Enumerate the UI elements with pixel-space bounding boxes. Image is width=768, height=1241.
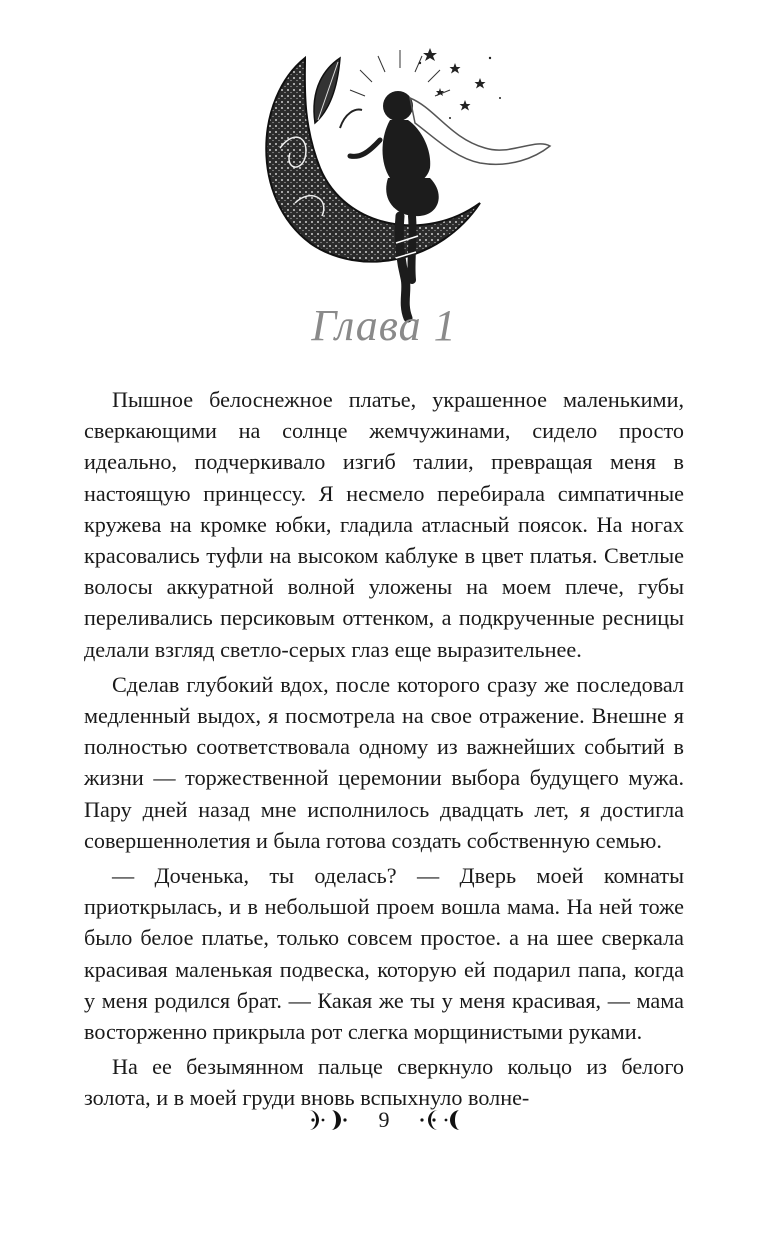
paragraph: Сделав глубокий вдох, после которого сразу же последовал медленный выдох, я посмотрела на свое отражение. Внешне я полностью соответствовала одному из важнейших событий в жизни — торжественной церемонии выбора будущего мужа. Пару дней назад мне исполнилось двадцать лет, я достигла совершеннолетия и была готова создать собственную семью.	[84, 671, 684, 853]
chapter-title: Глава 1	[311, 301, 457, 350]
paragraph: Пышное белоснежное платье, украшенное маленькими, сверкающими на солнце жемчужинами, сидело просто идеально, подчеркивало изгиб талии, превращая меня в настоящую принцессу. Я несмело перебирала симпатичные кружева на кромке юбки, гладила атласный поясок. На ногах красовались туфли на высоком каблуке в цвет платья. Светлые волосы аккуратной волной уложены на моем плече, губы переливались персиковым оттенком, а подкрученные ресницы делали взгляд светло-серых глаз еще выразительнее.	[84, 387, 684, 662]
chapter-body	[84, 384, 684, 1118]
page-footer	[0, 1106, 768, 1134]
page-number: 9	[378, 1107, 390, 1132]
crescent-moon-shape	[266, 58, 480, 262]
crescent-moon-girl-illustration	[250, 28, 560, 328]
moon-phases-right-icon	[416, 1106, 468, 1134]
paragraph: — Доченька, ты оделась? — Дверь моей комнаты приоткрылась, и в небольшой проем вошла мама. На ней тоже было белое платье, только совсем простое. а на шее сверкала красивая маленькая подвеска, которую ей подарил папа, когда у меня родился брат. — Какая же ты у меня красивая, — мама восторженно прикрыла рот слегка морщинистыми руками.	[84, 863, 684, 1045]
moon-phases-left-icon	[301, 1106, 353, 1134]
paragraph: На ее безымянном пальце сверкнуло кольцо из белого золота, и в моей груди вновь вспыхнуло волне-	[84, 1054, 684, 1111]
